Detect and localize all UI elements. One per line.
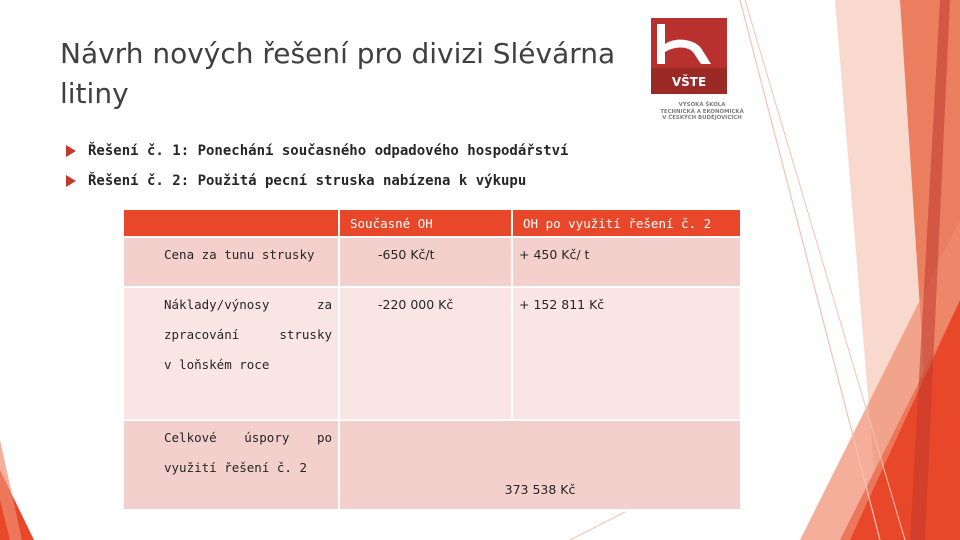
arrow-bullet-icon (66, 175, 76, 187)
cell-value: + 450 Kč/ t (519, 247, 590, 262)
table-header-cell: Současné OH (339, 209, 512, 237)
logo-line: TECHNICKÁ A EKONOMICKÁ (660, 108, 744, 115)
row-label: Cena za tunu strusky (164, 247, 315, 262)
cell-value: -220 000 Kč (378, 297, 454, 312)
bullet-item (66, 136, 706, 166)
logo-caption (646, 102, 758, 122)
slide-title: Návrh nových řešení pro divizi Slévárna litiny (60, 37, 616, 110)
table-row (123, 237, 741, 287)
row-label-cell (123, 287, 339, 420)
bullet-list (66, 136, 706, 196)
table-cell (512, 237, 741, 287)
table-header-cell (123, 209, 339, 237)
cell-value: + 152 811 Kč (519, 297, 605, 312)
row-label: Náklady/výnosy za zpracování strusky v loňském roce (164, 297, 332, 372)
total-savings-cell (339, 420, 741, 510)
row-label-cell (123, 237, 339, 287)
cell-value: -650 Kč/t (378, 247, 435, 262)
table-cell (339, 287, 512, 420)
table-row (123, 287, 741, 420)
vste-logo-icon (651, 18, 727, 94)
table-cell (339, 237, 512, 287)
logo-mark-text: VŠTE (671, 75, 707, 89)
bullet-text: Řešení č. 1: Ponechání současného odpadového hospodářství (88, 143, 569, 159)
total-savings-value: 373 538 Kč (504, 482, 576, 497)
table-header-row (123, 209, 741, 237)
row-label-cell (123, 420, 339, 510)
table-cell (512, 287, 741, 420)
logo-line: VYSOKÁ ŠKOLA (678, 102, 726, 108)
logo-line: V ČESKÝCH BUDĚJOVICÍCH (662, 115, 742, 122)
table-row (123, 420, 741, 510)
bullet-item (66, 166, 706, 196)
bullet-text: Řešení č. 2: Použitá pecní struska nabízena k výkupu (88, 173, 527, 189)
row-label: Celkové úspory po využití řešení č. 2 (164, 430, 332, 475)
arrow-bullet-icon (66, 145, 76, 157)
comparison-table (122, 208, 742, 511)
table-header-cell: OH po využití řešení č. 2 (512, 209, 741, 237)
